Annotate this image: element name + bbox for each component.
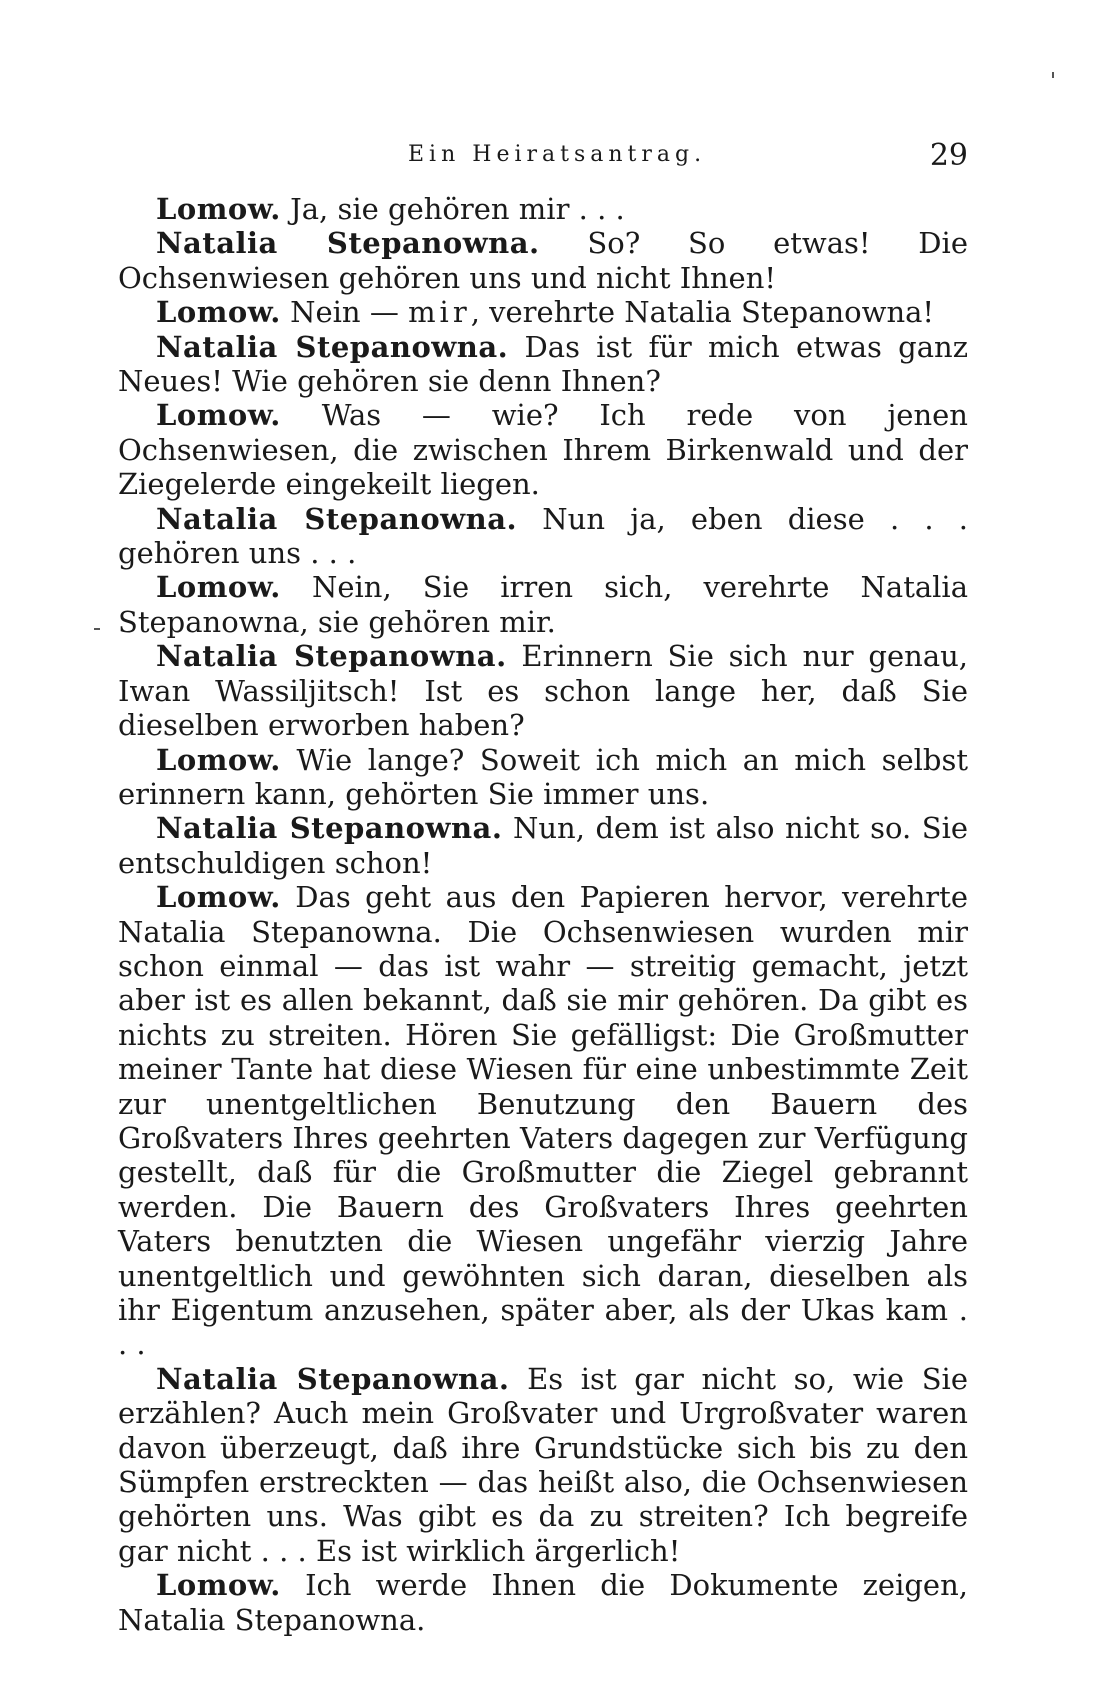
emphasized-word: mir	[408, 295, 471, 330]
speaker-name: Lomow.	[156, 1568, 281, 1603]
dialogue-text-segment: Ich werde Ihnen die Dokumente zeigen, Natalia Stepanowna.	[118, 1568, 968, 1637]
scan-speck	[94, 628, 100, 630]
dialogue-text-segment: Nun ja, eben diese . . . gehören uns . . .	[118, 501, 968, 571]
dialogue-line	[118, 502, 968, 571]
dialogue-text-segment: Es ist gar nicht so, wie Sie erzählen? Auch mein Großvater und Urgroßvater waren davon überzeugt, daß ihre Grundstücke sich bis zu den Sümpfen erstreckten — das heißt also, die Ochsenwiesen gehörten uns. Was gibt es da zu streiten? Ich begreife gar nicht . . . Es ist wirklich ärgerlich!	[118, 1361, 968, 1568]
dialogue-text-segment: Nun, dem ist also nicht so. Sie entschuldigen schon!	[118, 811, 969, 880]
dialogue-text-segment: Wie lange? Soweit ich mich an mich selbst erinnern kann, gehörten Sie immer uns.	[118, 742, 968, 811]
speaker-name: Lomow.	[156, 880, 281, 915]
dialogue-line	[118, 226, 968, 295]
speaker-name: Lomow.	[156, 295, 281, 330]
dialogue-line	[118, 398, 968, 501]
dialogue-line	[118, 1362, 968, 1568]
page-header	[118, 138, 968, 178]
dialogue-text-segment: , verehrte Natalia Stepanowna!	[470, 295, 935, 330]
speaker-name: Natalia Stepanowna.	[156, 1361, 510, 1396]
dialogue-line	[118, 192, 968, 226]
scan-speck	[1052, 72, 1054, 78]
dialogue-line	[118, 880, 968, 1362]
speaker-name: Lomow.	[156, 192, 281, 226]
page-number: 29	[929, 138, 968, 173]
dialogue-text-segment: Ja, sie gehören mir . . .	[280, 192, 625, 226]
dialogue-line	[118, 1568, 968, 1637]
dialogue-line	[118, 743, 968, 812]
dialogue-text-segment: Das geht aus den Papieren hervor, verehrte Natalia Stepanowna. Die Ochsenwiesen wurden mir schon einmal — das ist wahr — streitig gemacht, jetzt aber ist es allen bekannt, daß sie mir gehören. Da gibt es nichts zu streiten. Hören Sie gefälligst: Die Großmutter meiner Tante hat diese Wiesen für eine unbestimmte Zeit zur unentgeltlichen Benutzung den Bauern des Großvaters Ihres geehrten Vaters dagegen zur Verfügung gestellt, daß für die Großmutter die Ziegel gebrannt werden. Die Bauern des Großvaters Ihres geehrten Vaters benutzten die Wiesen ungefähr vierzig Jahre unentgeltlich und gewöhnten sich daran, dieselben als ihr Eigentum anzusehen, später aber, als der Ukas kam . . .	[118, 880, 968, 1362]
dialogue-text-segment: Nein —	[280, 295, 409, 330]
speaker-name: Natalia Stepanowna.	[156, 226, 540, 261]
dialogue-line	[118, 639, 968, 742]
dialogue-text	[118, 192, 968, 1637]
speaker-name: Natalia Stepanowna.	[156, 639, 507, 674]
running-title: Ein Heiratsantrag.	[408, 142, 707, 167]
dialogue-text-segment: Nein, Sie irren sich, verehrte Natalia Stepanowna, sie gehören mir.	[118, 570, 968, 639]
dialogue-line	[118, 811, 968, 880]
speaker-name: Natalia Stepanowna.	[156, 501, 518, 536]
speaker-name: Lomow.	[156, 570, 281, 605]
dialogue-text-segment: So? So etwas! Die Ochsenwiesen gehören uns und nicht Ihnen!	[118, 226, 968, 295]
speaker-name: Lomow.	[156, 742, 281, 777]
speaker-name: Lomow.	[156, 398, 281, 433]
dialogue-line	[118, 570, 968, 639]
dialogue-text-segment: Erinnern Sie sich nur genau, Iwan Wassiljitsch! Ist es schon lange her, daß Sie dieselben erworben haben?	[118, 639, 969, 743]
dialogue-line	[118, 295, 968, 329]
speaker-name: Natalia Stepanowna.	[156, 329, 509, 364]
speaker-name: Natalia Stepanowna.	[156, 811, 503, 846]
dialogue-text-segment: Das ist für mich etwas ganz Neues! Wie gehören sie denn Ihnen?	[118, 329, 968, 399]
dialogue-text-segment: Was — wie? Ich rede von jenen Ochsenwiesen, die zwischen Ihrem Birkenwald und der Ziegelerde eingekeilt liegen.	[118, 398, 968, 502]
dialogue-line	[118, 330, 968, 399]
